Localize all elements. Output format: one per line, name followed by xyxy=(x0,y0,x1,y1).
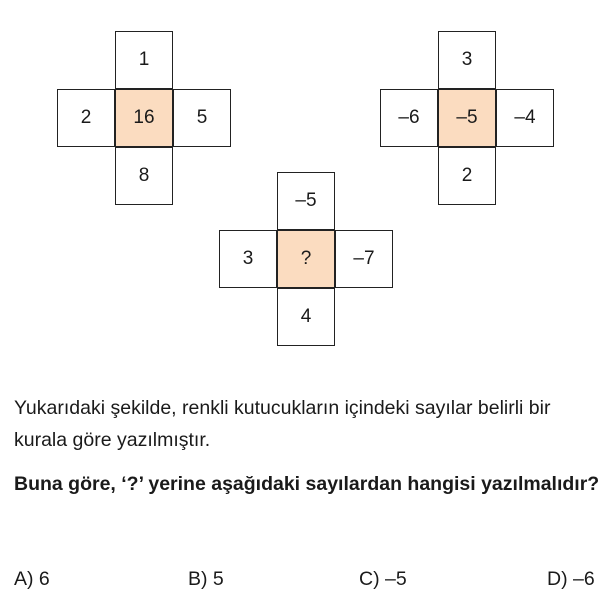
cell-center-highlighted: 16 xyxy=(115,89,173,147)
cell-right: –7 xyxy=(335,230,393,288)
cell-left: –6 xyxy=(380,89,438,147)
cell-left: 2 xyxy=(57,89,115,147)
cell-top: 3 xyxy=(438,31,496,89)
option-c[interactable]: C) –5 xyxy=(359,568,407,590)
number-cross-3 xyxy=(219,172,393,346)
option-b[interactable]: B) 5 xyxy=(188,568,224,590)
cell-bottom: 8 xyxy=(115,147,173,205)
cell-right: 5 xyxy=(173,89,231,147)
cell-left: 3 xyxy=(219,230,277,288)
cell-center-unknown: ? xyxy=(277,230,335,288)
question-text: Buna göre, ‘?’ yerine aşağıdaki sayılardan hangisi yazılmalıdır? xyxy=(14,473,600,495)
cell-center-highlighted: –5 xyxy=(438,89,496,147)
cell-bottom: 4 xyxy=(277,288,335,346)
number-cross-2 xyxy=(380,31,554,205)
cell-top: –5 xyxy=(277,172,335,230)
option-a[interactable]: A) 6 xyxy=(14,568,50,590)
cell-right: –4 xyxy=(496,89,554,147)
number-cross-1 xyxy=(57,31,231,205)
cell-bottom: 2 xyxy=(438,147,496,205)
intro-text: Yukarıdaki şekilde, renkli kutucukların içindeki sayılar belirli bir kurala göre yazılmıştır. xyxy=(14,397,551,451)
cell-top: 1 xyxy=(115,31,173,89)
option-d[interactable]: D) –6 xyxy=(547,568,595,590)
